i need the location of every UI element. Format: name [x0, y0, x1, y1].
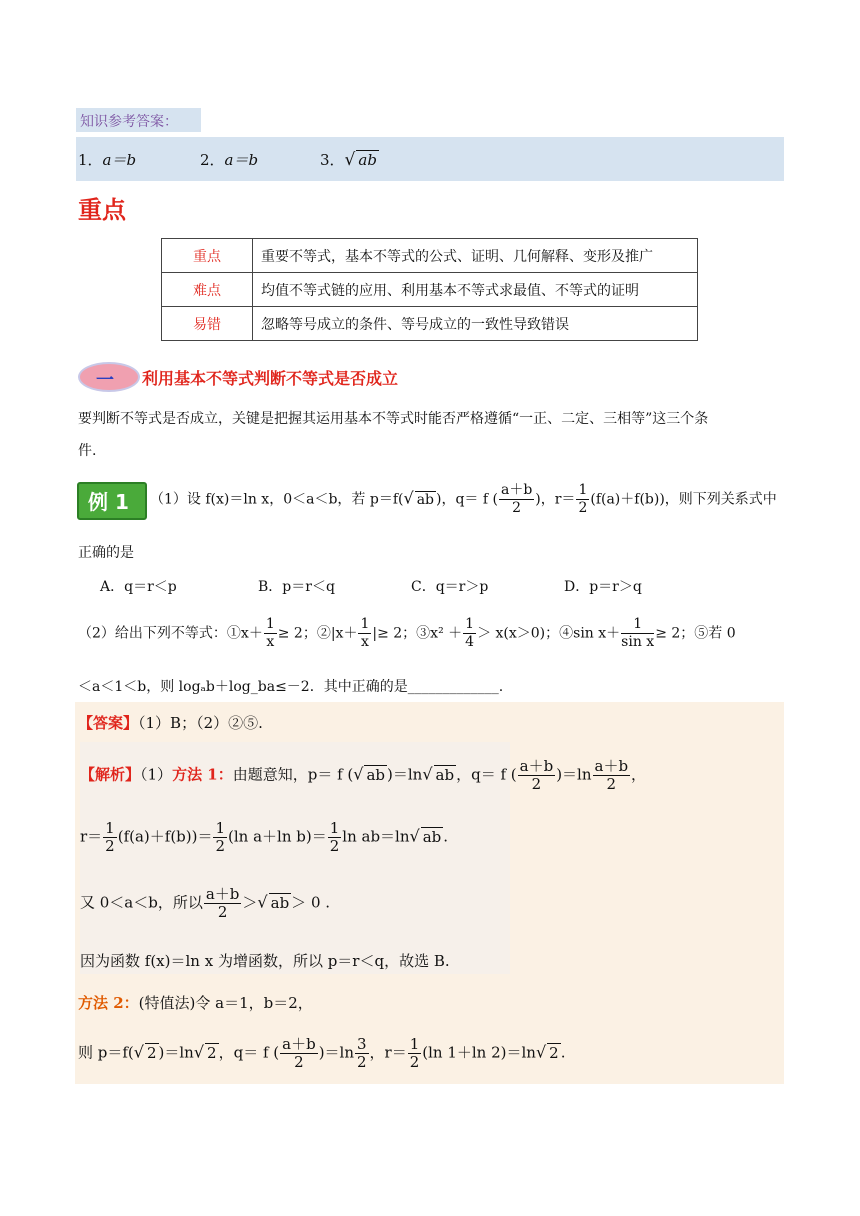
reference-label: 知识参考答案： [80, 114, 178, 130]
option-d: D．p＝r＞q [564, 579, 642, 595]
table-key: 难点 [162, 273, 253, 307]
intro-text-line-1: 要判断不等式是否成立，关键是把握其运用基本不等式时能否严格遵循“一正、二定、三相等”这三个条 [78, 411, 709, 427]
example-badge-label: 例 1 [88, 490, 129, 514]
table-value: 重要不等式，基本不等式的公式、证明、几何解释、变形及推广 [253, 239, 698, 273]
also-line: 又 0＜a＜b，所以 $\frac{a+b}{2}$ ＞√ ab ＞ 0 . [80, 885, 331, 921]
table-value: 忽略等号成立的条件、等号成立的一致性导致错误 [253, 307, 698, 341]
table-row [162, 239, 698, 273]
table-value: 均值不等式链的应用、利用基本不等式求最值、不等式的证明 [253, 273, 698, 307]
answer-1: 1．a＝b [78, 151, 137, 169]
answer-3: 3．√ ab [320, 150, 377, 170]
question-2-line-2: ＜a＜1＜b，则 logₐb＋log_ba≤－2．其中正确的是_____________. [78, 679, 504, 695]
method-2-line: 方法 2：(特值法)令 a＝1，b＝2， [78, 994, 313, 1012]
reference-answers-box [76, 137, 784, 181]
because-line: 因为函数 f(x)＝ln x 为增函数，所以 p＝r＜q，故选 B. [80, 952, 450, 970]
intro-text-line-2: 件. [78, 443, 97, 459]
table-key: 易错 [162, 307, 253, 341]
method-2-values-line: 则 p＝f(√ 2 )＝ln√ 2 ，q＝ f ( $\frac{a+b}{2}$ )＝ln $\frac{3}{2}$ ，r＝ $\frac{1}{2}$ (ln 1＋ln 2)＝ln√ 2 . [78, 1035, 566, 1071]
answer-2: 2．a＝b [200, 151, 259, 169]
option-a: A．q＝r＜p [100, 579, 177, 595]
table-key: 重点 [162, 239, 253, 273]
table-row [162, 273, 698, 307]
question-2-line-1: （2）给出下列不等式：①x＋ $\frac{1}{x}$ ≥ 2；②|x＋ $\frac{1}{x}$ |≥ 2；③x² ＋ $\frac{1}{4}$ ＞ x(x＞0)；④sin x＋ $\frac{1}{\text{sin x}}$ ≥ 2；⑤若 0 [78, 616, 736, 650]
page-heading: 重点 [78, 196, 126, 224]
section-badge-number: 一 [96, 370, 114, 391]
answer-line: 【答案】（1）B；（2）②⑤. [78, 714, 263, 732]
key-points-table [161, 238, 698, 341]
method-1-line: 【解析】（1）方法 1：由题意知，p＝ f (√ ab )＝ln√ ab ，q＝ f ( $\frac{a+b}{2}$ )＝ln $\frac{a+b}{2}$ ， [80, 757, 647, 793]
question-1-line-2: 正确的是 [78, 545, 134, 561]
r-line: r＝ $\frac{1}{2}$ (f(a)＋f(b))＝ $\frac{1}{2}$ (ln a＋ln b)＝ $\frac{1}{2}$ ln ab＝ln√ ab . [80, 819, 449, 855]
section-title: 利用基本不等式判断不等式是否成立 [142, 369, 399, 388]
option-c: C．q＝r＞p [411, 579, 489, 595]
question-1-line-1: （1）设 f(x)＝ln x，0＜a＜b，若 p＝f(√ ab )，q＝ f ( $\frac{a+b}{2}$ )，r＝ $\frac{1}{2}$ (f(a)＋f(b))，则下列关系式中 [150, 482, 777, 516]
table-row [162, 307, 698, 341]
option-b: B．p＝r＜q [258, 579, 335, 595]
